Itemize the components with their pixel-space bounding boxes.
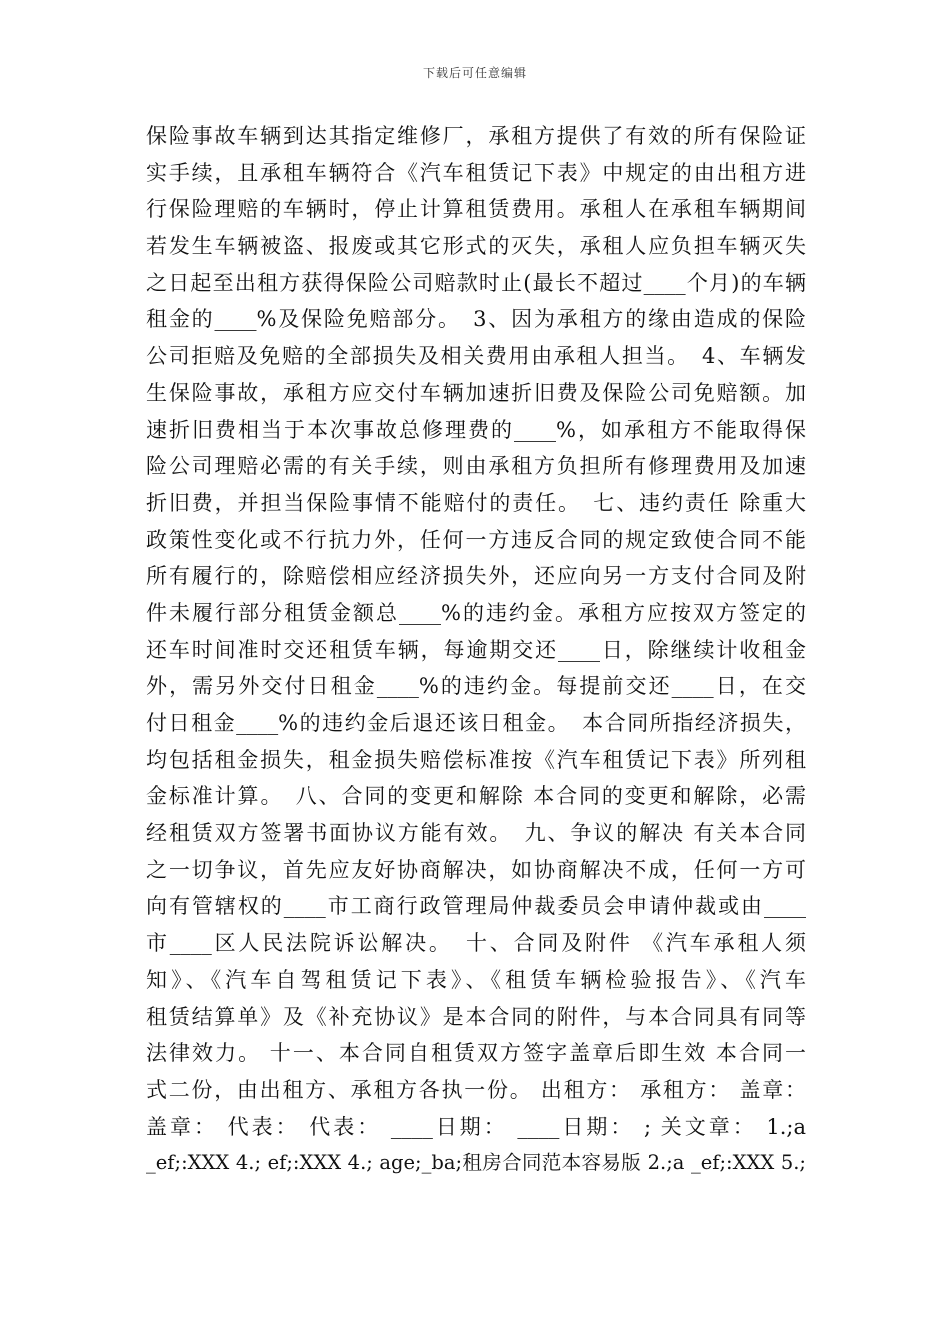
page-header: 下载后可任意编辑	[422, 66, 527, 80]
body-line: 知》、《汽车自驾租赁记下表》、《租赁车辆检验报告》、《汽车	[146, 967, 806, 992]
body-line: 向有管辖权的____市工商行政管理局仲裁委员会申请仲裁或由____	[146, 894, 806, 919]
body-line: 险公司理赔必需的有关手续，则由承租方负担所有修理费用及加速	[146, 454, 806, 479]
body-line: 所有履行的，除赔偿相应经济损失外，还应向另一方支付合同及附	[146, 564, 806, 589]
body-line: 若发生车辆被盗、报废或其它形式的灭失，承租人应负担车辆灭失	[146, 234, 806, 259]
body-line: 外，需另外交付日租金____%的违约金。每提前交还____日，在交	[146, 674, 806, 699]
body-line: 实手续，且承租车辆符合《汽车租赁记下表》中规定的由出租方进	[146, 160, 806, 185]
body-line: _ef;:XXX 4.; ef;:XXX 4.; age;_ba;租房合同范本容易版 2.;a _ef;:XXX 5.;	[146, 1151, 806, 1175]
body-line: 租金的____%及保险免赔部分。 3、因为承租方的缘由造成的保险	[146, 307, 806, 332]
body-line: 经租赁双方签署书面协议方能有效。 九、争议的解决 有关本合同	[146, 821, 806, 846]
body-line: 市____区人民法院诉讼解决。 十、合同及附件 《汽车承租人须	[146, 931, 806, 956]
body-line: 金标准计算。 八、合同的变更和解除 本合同的变更和解除，必需	[146, 784, 806, 809]
body-line: 行保险理赔的车辆时，停止计算租赁费用。承租人在承租车辆期间	[146, 197, 806, 222]
body-line: 生保险事故，承租方应交付车辆加速折旧费及保险公司免赔额。加	[146, 380, 806, 405]
body-line: 付日租金____%的违约金后退还该日租金。 本合同所指经济损失，	[146, 711, 806, 735]
body-line: 式二份，由出租方、承租方各执一份。 出租方： 承租方： 盖章：	[146, 1077, 806, 1102]
body-line: 法律效力。 十一、本合同自租赁双方签字盖章后即生效 本合同一	[146, 1041, 806, 1066]
body-line: 政策性变化或不行抗力外，任何一方违反合同的规定致使合同不能	[146, 527, 806, 552]
body-line: 之一切争议，首先应友好协商解决，如协商解决不成，任何一方可	[146, 857, 806, 882]
body-line: 折旧费，并担当保险事情不能赔付的责任。 七、违约责任 除重大	[146, 490, 806, 515]
body-line: 保险事故车辆到达其指定维修厂，承租方提供了有效的所有保险证	[146, 124, 806, 148]
body-line: 租赁结算单》及《补充协议》是本合同的附件，与本合同具有同等	[146, 1004, 806, 1029]
document-body	[146, 118, 806, 1182]
body-line: 公司拒赔及免赔的全部损失及相关费用由承租人担当。 4、车辆发	[146, 344, 806, 369]
body-line: 还车时间准时交还租赁车辆，每逾期交还____日，除继续计收租金	[146, 637, 806, 662]
body-line: 件未履行部分租赁金额总____%的违约金。承租方应按双方签定的	[146, 600, 806, 625]
body-line: 盖章： 代表： 代表： ____日期： ____日期： ; 关文章： 1.;a	[146, 1114, 806, 1139]
body-line: 速折旧费相当于本次事故总修理费的____%，如承租方不能取得保	[146, 417, 806, 442]
body-line: 之日起至出租方获得保险公司赔款时止(最长不超过____个月)的车辆	[146, 270, 806, 295]
body-line: 均包括租金损失，租金损失赔偿标准按《汽车租赁记下表》所列租	[146, 747, 806, 772]
